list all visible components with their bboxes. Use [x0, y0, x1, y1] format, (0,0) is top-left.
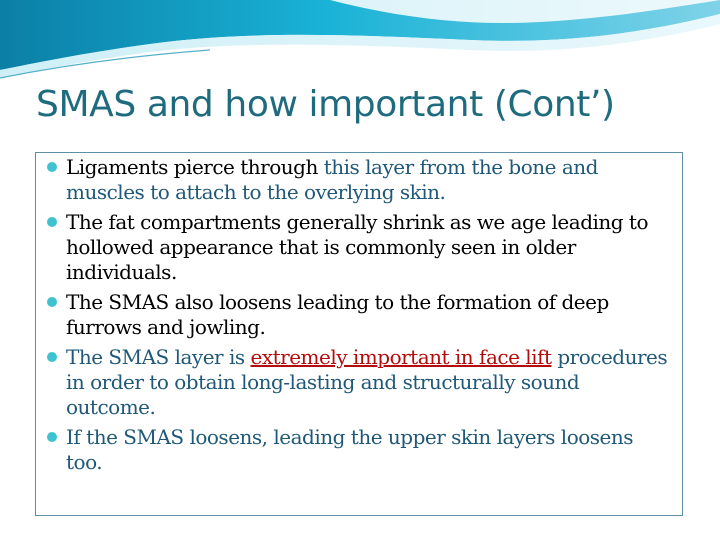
bullet-text: procedures in order to obtain long-lasting and structurally sound outcome.: [66, 345, 668, 419]
bullet-item: [46, 425, 674, 475]
slide-title: SMAS and how important (Cont’): [36, 84, 615, 125]
bullet-text: The SMAS also loosens leading to the formation of deep furrows and jowling.: [66, 290, 609, 339]
bullet-text: If the SMAS loosens, leading the upper skin layers loosens too.: [66, 425, 634, 474]
bullet-list: [46, 155, 674, 475]
emphasis-link[interactable]: extremely important in face lift: [250, 345, 552, 369]
bullet-item: [46, 290, 674, 340]
header-wave-decoration: [0, 0, 720, 90]
bullet-dot-icon: [47, 217, 57, 227]
bullet-dot-icon: [47, 297, 57, 307]
bullet-item: [46, 210, 674, 285]
bullet-text: Ligaments pierce through: [66, 155, 324, 179]
bullet-dot-icon: [47, 352, 57, 362]
bullet-dot-icon: [47, 432, 57, 442]
bullet-text: this layer from the bone and muscles to attach to the overlying skin.: [66, 155, 598, 204]
bullet-text: The SMAS layer is: [66, 345, 251, 369]
bullet-item: [46, 155, 674, 205]
bullet-dot-icon: [47, 162, 57, 172]
bullet-text: The fat compartments generally shrink as we age leading to hollowed appearance that is commonly seen in older individuals.: [66, 210, 649, 284]
bullet-item: [46, 345, 674, 420]
content-box: [35, 152, 683, 516]
